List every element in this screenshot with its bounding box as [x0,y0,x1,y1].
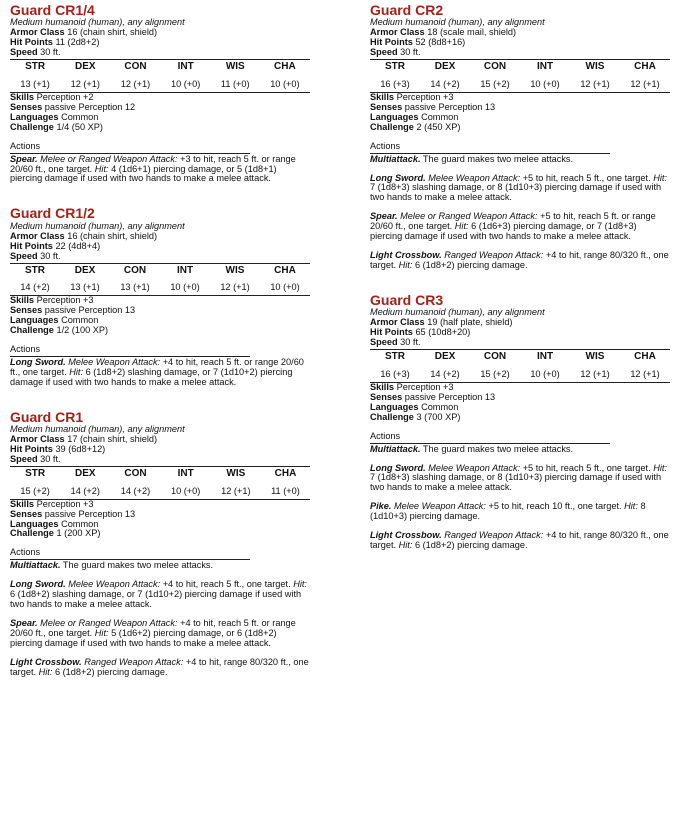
speed-line [370,338,670,348]
action-text: +5 to hit, reach 5 ft. or range 20/60 ft., one target. [370,211,656,232]
action-text: +5 to hit, reach 5 ft., one target. [520,172,654,183]
ability-header: WIS [585,351,605,363]
action-damage-text: 6 (1d8+2) piercing damage. [52,666,168,677]
ability-value: 10 (+0) [170,485,201,496]
skills-label: Skills [10,498,35,509]
skills-label: Skills [370,381,395,392]
senses-label: Senses [10,508,43,519]
hit-points-label: Hit Points [10,37,53,48]
senses-label: Senses [10,305,43,316]
action-name: Long Sword. [10,579,66,590]
armor-class-label: Armor Class [10,434,65,445]
ability-value: 12 (+1) [221,485,251,496]
ability-value: 12 (+1) [630,78,660,89]
action-entry [10,580,310,610]
action-text: +5 to hit, reach 10 ft., one target. [485,501,625,512]
ability-value-row [10,282,310,295]
languages-value: Common [61,315,99,326]
speed-value: 30 ft. [400,47,421,58]
stat-block [10,3,310,184]
ability-value: 12 (+1) [580,78,610,89]
speed-label: Speed [370,337,398,348]
languages-label: Languages [10,315,59,326]
creature-name: Guard CR2 [370,2,444,18]
action-entry [10,619,310,649]
ability-value: 14 (+2) [430,78,460,89]
left-column [10,3,310,700]
action-entry [370,174,670,204]
ability-header: INT [177,467,194,479]
ability-header: DEX [434,61,456,73]
stat-block [10,206,310,387]
languages-label: Languages [10,111,59,122]
skills-label: Skills [370,91,395,102]
ability-header: DEX [74,264,96,276]
ability-header: STR [385,61,405,73]
armor-class-value: 18 (scale mail, shield) [427,27,517,38]
action-name: Spear. [10,618,38,629]
action-hit-label: Hit: [454,221,469,232]
ability-header: CON [124,61,147,73]
ability-header: CHA [634,61,656,73]
senses-value: passive Perception 13 [44,305,136,316]
ability-header: WIS [225,61,245,73]
challenge-label: Challenge [10,528,54,539]
action-type: Melee Weapon Attack: [394,501,486,512]
action-name: Spear. [10,153,38,164]
senses-value: passive Perception 13 [404,391,496,402]
armor-class-value: 19 (half plate, shield) [427,317,513,328]
ability-value: 14 (+2) [70,485,100,496]
ability-header: DEX [434,351,456,363]
speed-value: 30 ft. [400,337,421,348]
action-text: +4 to hit, range 80/320 ft., one target. [370,250,669,271]
action-type: Ranged Weapon Attack: [84,656,184,667]
action-name: Pike. [370,501,392,512]
actions-list [10,358,310,388]
ability-header: CON [483,61,507,73]
action-type: Melee or Ranged Weapon Attack: [400,211,538,222]
armor-class-label: Armor Class [370,27,425,38]
ability-value: 10 (+0) [170,282,200,293]
ability-value: 12 (+1) [220,282,250,293]
challenge-label: Challenge [10,325,54,336]
armor-class-value: 16 (chain shirt, shield) [67,27,158,38]
action-entry [370,212,670,242]
ability-value-row [370,79,670,92]
ability-header: CHA [274,467,297,479]
senses-value: passive Perception 12 [44,101,136,112]
challenge-line [10,529,310,539]
ability-value: 13 (+1) [20,78,50,89]
hit-points-label: Hit Points [10,240,53,251]
skills-value: Perception +3 [396,91,454,102]
ability-value-row [10,486,310,499]
action-entry [370,155,670,165]
ability-header: CON [483,351,507,363]
action-entry [370,445,670,455]
ability-value: 11 (+0) [220,78,250,89]
creature-name: Guard CR3 [370,292,444,308]
creature-name: Guard CR1/2 [10,205,95,222]
ability-value: 11 (+0) [271,485,300,496]
action-hit-label: Hit: [653,462,667,473]
action-hit-label: Hit: [94,628,109,638]
ability-value: 10 (+0) [530,368,560,379]
ability-header-row [10,466,310,485]
challenge-line [370,123,670,133]
hit-points-value: 65 (10d8+20) [415,327,471,338]
actions-heading: Actions [10,142,250,154]
challenge-value: 1/2 (100 XP) [56,325,109,336]
creature-meta: Medium humanoid (human), any alignment [10,220,185,231]
action-name: Light Crossbow. [370,530,442,541]
action-hit-label: Hit: [94,163,109,174]
actions-list [10,561,310,677]
action-hit-label: Hit: [293,579,307,590]
action-type: Melee Weapon Attack: [68,579,161,590]
hit-points-value: 52 (8d8+16) [415,37,466,48]
creature-meta: Medium humanoid (human), any alignment [370,307,545,318]
ability-value: 15 (+2) [480,368,510,379]
ability-value: 12 (+1) [630,368,660,379]
senses-label: Senses [370,101,403,112]
ability-scores-table [10,466,310,500]
languages-label: Languages [370,111,419,122]
ability-scores-table [370,349,670,383]
ability-header: CHA [274,264,296,276]
action-type: Ranged Weapon Attack: [444,530,544,541]
action-entry [10,561,310,571]
ability-value: 14 (+2) [430,368,460,379]
action-damage-text: 6 (1d6+3) piercing damage, or 7 (1d8+3) piercing damage if used with two hands to make a melee attack. [370,221,637,242]
action-damage-text: 6 (1d8+2) slashing damage, or 7 (1d10+2) piercing damage if used with two hands to make a melee attack. [10,589,302,610]
speed-label: Speed [10,47,38,58]
speed-line [370,48,670,58]
skills-value: Perception +3 [396,381,454,392]
ability-value: 16 (+3) [380,78,410,89]
action-hit-label: Hit: [69,366,84,377]
actions-list [370,445,670,552]
ability-header: CHA [274,61,296,73]
ability-value-row [370,369,670,382]
speed-value: 30 ft. [40,453,61,464]
speed-value: 30 ft. [40,47,61,58]
action-name: Long Sword. [370,462,426,473]
action-damage-text: 5 (1d6+2) piercing damage, or 6 (1d8+2) piercing damage if used with two hands to make a melee attack. [10,628,277,648]
armor-class-value: 17 (chain shirt, shield) [67,434,158,445]
challenge-value: 3 (700 XP) [416,411,461,422]
armor-class-value: 16 (chain shirt, shield) [67,230,158,241]
action-damage-text: 4 (1d6+1) piercing damage, or 5 (1d8+1) piercing damage if used with two hands to make a melee attack. [10,163,277,184]
languages-value: Common [421,401,459,412]
stat-block [370,293,670,551]
senses-label: Senses [10,101,43,112]
hit-points-label: Hit Points [370,37,413,48]
ability-header: STR [25,467,46,479]
action-type: Ranged Weapon Attack: [444,250,544,261]
speed-label: Speed [370,47,398,58]
action-hit-label: Hit: [38,666,53,677]
languages-value: Common [61,518,99,529]
action-text: +4 to hit, range 80/320 ft., one target. [10,656,309,677]
creature-meta: Medium humanoid (human), any alignment [10,424,185,435]
action-name: Light Crossbow. [370,250,442,261]
stat-block [370,3,670,271]
ability-header-row [370,60,670,79]
ability-header-row [370,350,670,369]
action-hit-label: Hit: [398,540,413,551]
ability-header: CON [124,467,147,479]
action-type: Melee or Ranged Weapon Attack: [40,618,178,629]
action-text: +4 to hit, reach 5 ft., one target. [160,579,294,590]
challenge-value: 1 (200 XP) [56,528,101,539]
ability-scores-table [10,59,310,93]
ability-header: INT [177,61,194,73]
ability-value: 16 (+3) [380,368,410,379]
ability-value: 13 (+1) [120,282,150,293]
action-name: Multiattack. [370,153,421,164]
action-damage-text: 6 (1d8+2) piercing damage. [412,260,528,271]
action-entry [10,155,310,185]
ability-header: STR [25,264,45,276]
creature-meta: Medium humanoid (human), any alignment [370,17,545,28]
challenge-value: 2 (450 XP) [416,121,461,132]
actions-heading: Actions [370,142,610,154]
ability-value: 13 (+1) [70,282,100,293]
speed-label: Speed [10,250,38,261]
ability-header: STR [385,351,405,363]
challenge-value: 1/4 (50 XP) [56,121,103,132]
action-entry [10,358,310,388]
ability-header: INT [176,264,194,276]
ability-value: 15 (+2) [20,485,50,496]
ability-header: DEX [75,467,96,479]
ability-value-row [10,79,310,92]
challenge-label: Challenge [370,121,414,132]
action-entry [370,251,670,271]
action-name: Multiattack. [10,560,61,571]
ability-value: 14 (+2) [20,282,50,293]
actions-heading: Actions [10,345,250,357]
ability-value: 10 (+0) [530,78,560,89]
hit-points-value: 11 (2d8+2) [55,37,100,48]
action-name: Long Sword. [370,172,426,183]
action-damage-text: 6 (1d8+2) piercing damage. [412,540,528,551]
challenge-line [10,326,310,336]
creature-name: Guard CR1/4 [10,2,95,18]
ability-header: WIS [226,467,246,479]
skills-value: Perception +2 [36,91,94,102]
action-entry [370,531,670,551]
ability-header: CON [123,264,147,276]
ability-header-row [10,60,310,79]
actions-heading: Actions [370,432,610,444]
stat-block [10,410,310,678]
languages-value: Common [61,111,99,122]
ability-value: 12 (+1) [70,78,100,89]
action-name: Light Crossbow. [10,656,82,667]
languages-value: Common [421,111,459,122]
skills-value: Perception +3 [36,295,94,306]
armor-class-label: Armor Class [10,230,65,241]
action-damage-text: 6 (1d8+2) slashing damage, or 7 (1d10+2) piercing damage if used with two hands to make a melee attack. [10,366,293,387]
action-text: The guard makes two melee attacks. [420,153,574,164]
challenge-label: Challenge [10,121,54,132]
action-entry [370,464,670,494]
ability-value: 10 (+0) [270,78,300,89]
ability-header: INT [536,351,554,363]
action-entry [370,502,670,522]
action-text: The guard makes two melee attacks. [420,443,574,454]
action-type: Melee Weapon Attack: [428,462,521,473]
ability-header: STR [25,61,46,73]
action-text: +4 to hit, range 80/320 ft., one target. [370,530,669,551]
action-damage-text: 7 (1d8+3) slashing damage, or 8 (1d10+3) piercing damage if used with two hands to make a melee attack. [370,182,662,203]
creature-meta: Medium humanoid (human), any alignment [10,17,185,28]
action-name: Long Sword. [10,356,66,367]
action-damage-text: 7 (1d8+3) slashing damage, or 8 (1d10+3) piercing damage if used with two hands to make a melee attack. [370,472,662,493]
ability-header: CHA [634,351,656,363]
action-entry [10,658,310,678]
hit-points-value: 39 (6d8+12) [55,444,106,455]
ability-value: 15 (+2) [480,78,510,89]
action-damage-text: 8 (1d10+3) piercing damage. [370,501,646,522]
action-type: Melee or Ranged Weapon Attack: [40,153,178,164]
senses-label: Senses [370,391,403,402]
armor-class-label: Armor Class [10,27,65,38]
senses-value: passive Perception 13 [44,508,136,519]
action-text: +5 to hit, reach 5 ft., one target. [520,462,654,473]
action-type: Melee Weapon Attack: [68,356,161,367]
action-hit-label: Hit: [398,260,413,271]
languages-label: Languages [370,401,419,412]
skills-label: Skills [10,295,35,306]
ability-value: 10 (+0) [170,78,201,89]
senses-value: passive Perception 13 [404,101,496,112]
action-text: +4 to hit, reach 5 ft. or range 20/60 ft., one target. [10,356,304,377]
ability-value: 10 (+0) [270,282,300,293]
speed-value: 30 ft. [40,250,61,261]
action-text: +3 to hit, reach 5 ft. or range 20/60 ft., one target. [10,153,296,174]
creature-name: Guard CR1 [10,408,84,425]
action-type: Melee Weapon Attack: [428,172,521,183]
languages-label: Languages [10,518,59,529]
action-name: Multiattack. [370,443,421,454]
hit-points-label: Hit Points [370,327,413,338]
armor-class-label: Armor Class [370,317,425,328]
action-name: Spear. [370,211,398,222]
challenge-line [10,123,310,133]
ability-header: WIS [225,264,245,276]
speed-line [10,252,310,262]
ability-header: WIS [585,61,605,73]
speed-label: Speed [10,453,38,464]
ability-value: 12 (+1) [120,78,151,89]
ability-value: 12 (+1) [580,368,610,379]
ability-header: INT [536,61,554,73]
actions-heading: Actions [10,548,250,560]
challenge-label: Challenge [370,411,414,422]
speed-line [10,48,310,58]
challenge-line [370,413,670,423]
actions-list [370,155,670,271]
right-column [370,3,670,573]
skills-label: Skills [10,91,35,102]
ability-scores-table [10,263,310,297]
ability-header: DEX [75,61,96,73]
hit-points-value: 22 (4d8+4) [55,240,101,251]
action-hit-label: Hit: [653,172,667,183]
ability-value: 14 (+2) [120,485,151,496]
actions-list [10,155,310,185]
action-hit-label: Hit: [624,501,638,512]
speed-line [10,455,310,465]
action-text: +4 to hit, reach 5 ft. or range 20/60 ft., one target. [10,618,296,638]
hit-points-label: Hit Points [10,444,53,455]
ability-header-row [10,263,310,282]
action-text: The guard makes two melee attacks. [60,560,214,571]
ability-scores-table [370,59,670,93]
skills-value: Perception +3 [36,498,94,509]
